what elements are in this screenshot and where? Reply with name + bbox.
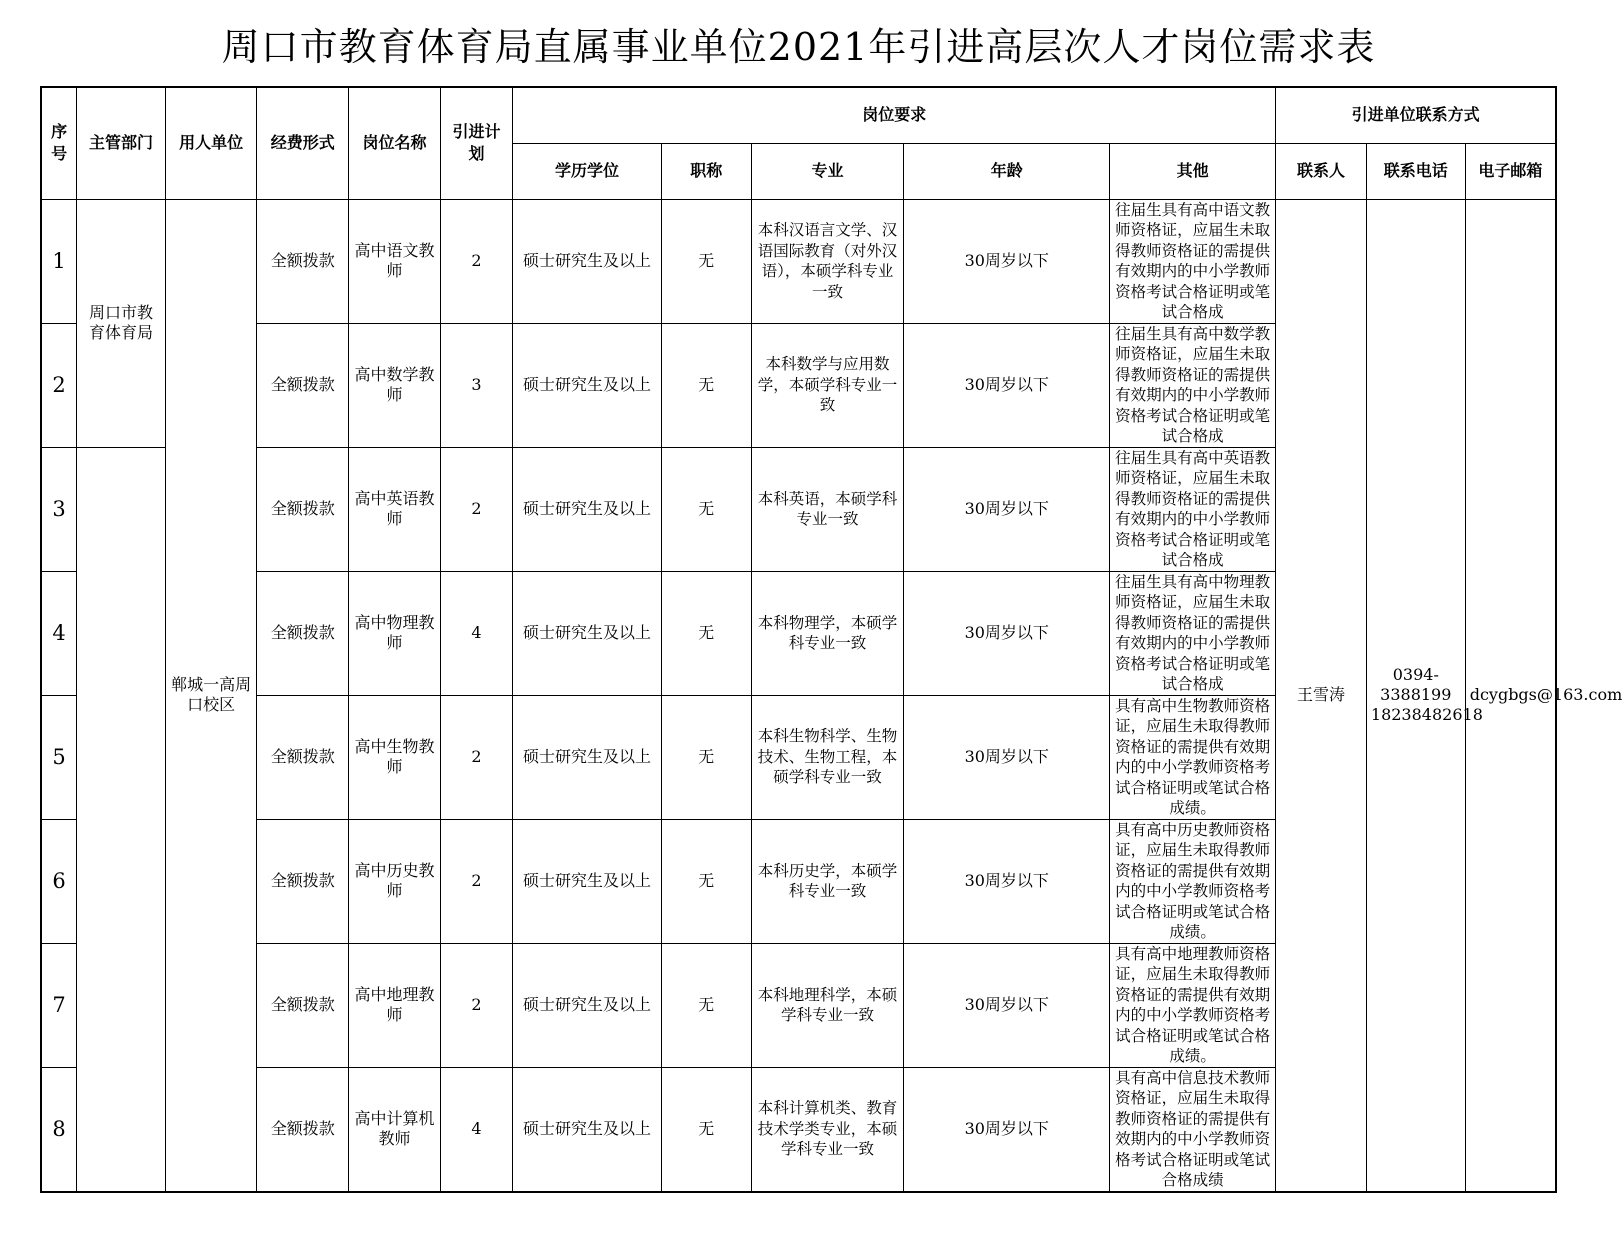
cell-plan: 3	[440, 323, 512, 447]
cell-age: 30周岁以下	[904, 819, 1110, 943]
cell-plan: 2	[440, 943, 512, 1067]
cell-other: 往届生具有高中语文教师资格证，应届生未取得教师资格证的需提供有效期内的中小学教师资格考试合格证明或笔试合格成	[1110, 199, 1276, 323]
cell-age: 30周岁以下	[904, 323, 1110, 447]
cell-unit: 郸城一高周口校区	[165, 199, 257, 1192]
cell-fund: 全额拨款	[257, 1067, 349, 1192]
header-post: 岗位名称	[349, 87, 441, 199]
cell-title-rank: 无	[661, 819, 751, 943]
cell-post: 高中数学教师	[349, 323, 441, 447]
cell-fund: 全额拨款	[257, 447, 349, 571]
cell-email: dcygbgs@163.com	[1465, 199, 1556, 1192]
header-contact-group: 引进单位联系方式	[1276, 87, 1556, 143]
cell-post: 高中物理教师	[349, 571, 441, 695]
cell-major: 本科物理学，本硕学科专业一致	[751, 571, 904, 695]
cell-age: 30周岁以下	[904, 1067, 1110, 1192]
cell-other: 具有高中历史教师资格证，应届生未取得教师资格证的需提供有效期内的中小学教师资格考试合格证明或笔试合格成绩。	[1110, 819, 1276, 943]
cell-phone: 0394-3388199 18238482618	[1366, 199, 1465, 1192]
cell-edu: 硕士研究生及以上	[513, 323, 662, 447]
cell-plan: 2	[440, 199, 512, 323]
cell-contact: 王雪涛	[1276, 199, 1367, 1192]
cell-edu: 硕士研究生及以上	[513, 943, 662, 1067]
cell-other: 往届生具有高中英语教师资格证，应届生未取得教师资格证的需提供有效期内的中小学教师资格考试合格证明或笔试合格成	[1110, 447, 1276, 571]
cell-age: 30周岁以下	[904, 447, 1110, 571]
cell-title-rank: 无	[661, 447, 751, 571]
cell-post: 高中语文教师	[349, 199, 441, 323]
cell-dept-continued	[77, 447, 166, 1192]
cell-seq: 8	[41, 1067, 77, 1192]
cell-seq: 7	[41, 943, 77, 1067]
cell-seq: 2	[41, 323, 77, 447]
cell-fund: 全额拨款	[257, 943, 349, 1067]
header-requirements: 岗位要求	[513, 87, 1276, 143]
cell-edu: 硕士研究生及以上	[513, 695, 662, 819]
header-row-1	[41, 87, 1556, 143]
cell-major: 本科地理科学，本硕学科专业一致	[751, 943, 904, 1067]
cell-seq: 6	[41, 819, 77, 943]
cell-edu: 硕士研究生及以上	[513, 571, 662, 695]
cell-seq: 1	[41, 199, 77, 323]
cell-title-rank: 无	[661, 1067, 751, 1192]
cell-plan: 2	[440, 695, 512, 819]
header-contact: 联系人	[1276, 143, 1367, 199]
cell-edu: 硕士研究生及以上	[513, 819, 662, 943]
cell-post: 高中计算机教师	[349, 1067, 441, 1192]
cell-edu: 硕士研究生及以上	[513, 447, 662, 571]
cell-other: 往届生具有高中物理教师资格证，应届生未取得教师资格证的需提供有效期内的中小学教师资格考试合格证明或笔试合格成	[1110, 571, 1276, 695]
cell-major: 本科生物科学、生物技术、生物工程，本硕学科专业一致	[751, 695, 904, 819]
header-title-rank: 职称	[661, 143, 751, 199]
cell-seq: 5	[41, 695, 77, 819]
cell-other: 具有高中信息技术教师资格证，应届生未取得教师资格证的需提供有效期内的中小学教师资格考试合格证明或笔试合格成绩	[1110, 1067, 1276, 1192]
header-other: 其他	[1110, 143, 1276, 199]
cell-age: 30周岁以下	[904, 943, 1110, 1067]
header-phone: 联系电话	[1366, 143, 1465, 199]
cell-post: 高中英语教师	[349, 447, 441, 571]
cell-plan: 2	[440, 819, 512, 943]
header-edu: 学历学位	[513, 143, 662, 199]
cell-seq: 4	[41, 571, 77, 695]
cell-post: 高中地理教师	[349, 943, 441, 1067]
header-age: 年龄	[904, 143, 1110, 199]
cell-dept: 周口市教育体育局	[77, 199, 166, 447]
cell-edu: 硕士研究生及以上	[513, 199, 662, 323]
cell-other: 往届生具有高中数学教师资格证，应届生未取得教师资格证的需提供有效期内的中小学教师资格考试合格证明或笔试合格成	[1110, 323, 1276, 447]
cell-edu: 硕士研究生及以上	[513, 1067, 662, 1192]
header-seq: 序号	[41, 87, 77, 199]
header-major: 专业	[751, 143, 904, 199]
cell-other: 具有高中地理教师资格证，应届生未取得教师资格证的需提供有效期内的中小学教师资格考试合格证明或笔试合格成绩。	[1110, 943, 1276, 1067]
cell-fund: 全额拨款	[257, 199, 349, 323]
cell-fund: 全额拨款	[257, 695, 349, 819]
cell-title-rank: 无	[661, 199, 751, 323]
recruitment-table	[40, 86, 1622, 1193]
cell-fund: 全额拨款	[257, 323, 349, 447]
cell-major: 本科汉语言文学、汉语国际教育（对外汉语），本硕学科专业一致	[751, 199, 904, 323]
cell-fund: 全额拨款	[257, 571, 349, 695]
cell-major: 本科数学与应用数学，本硕学科专业一致	[751, 323, 904, 447]
cell-post: 高中生物教师	[349, 695, 441, 819]
cell-plan: 2	[440, 447, 512, 571]
cell-title-rank: 无	[661, 323, 751, 447]
cell-plan: 4	[440, 1067, 512, 1192]
cell-major: 本科计算机类、教育技术学类专业，本硕学科专业一致	[751, 1067, 904, 1192]
header-unit: 用人单位	[165, 87, 257, 199]
cell-major: 本科历史学，本硕学科专业一致	[751, 819, 904, 943]
header-plan: 引进计划	[440, 87, 512, 199]
cell-fund: 全额拨款	[257, 819, 349, 943]
header-email: 电子邮箱	[1465, 143, 1556, 199]
cell-post: 高中历史教师	[349, 819, 441, 943]
header-fund: 经费形式	[257, 87, 349, 199]
cell-plan: 4	[440, 571, 512, 695]
cell-title-rank: 无	[661, 571, 751, 695]
cell-age: 30周岁以下	[904, 199, 1110, 323]
header-dept: 主管部门	[77, 87, 166, 199]
cell-seq: 3	[41, 447, 77, 571]
cell-age: 30周岁以下	[904, 571, 1110, 695]
cell-title-rank: 无	[661, 943, 751, 1067]
table-row	[41, 199, 1556, 323]
cell-age: 30周岁以下	[904, 695, 1110, 819]
page-title: 周口市教育体育局直属事业单位2021年引进高层次人才岗位需求表	[221, 25, 1376, 69]
cell-other: 具有高中生物教师资格证，应届生未取得教师资格证的需提供有效期内的中小学教师资格考试合格证明或笔试合格成绩。	[1110, 695, 1276, 819]
cell-title-rank: 无	[661, 695, 751, 819]
cell-major: 本科英语，本硕学科专业一致	[751, 447, 904, 571]
